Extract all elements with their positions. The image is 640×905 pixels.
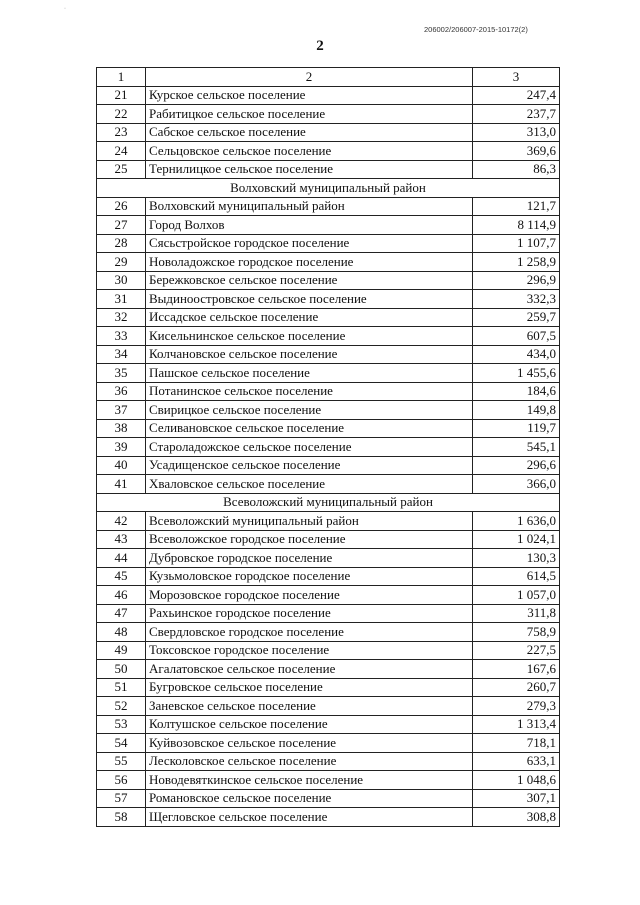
row-number: 31	[97, 290, 146, 309]
row-number: 28	[97, 234, 146, 253]
row-value: 86,3	[473, 160, 560, 179]
row-number: 25	[97, 160, 146, 179]
row-value: 434,0	[473, 345, 560, 364]
row-value: 237,7	[473, 105, 560, 124]
table-row	[97, 419, 560, 438]
settlement-name: Колчановское сельское поселение	[146, 345, 473, 364]
table-row	[97, 586, 560, 605]
row-number: 35	[97, 364, 146, 383]
settlement-name: Токсовское городское поселение	[146, 641, 473, 660]
row-number: 56	[97, 771, 146, 790]
table-row	[97, 364, 560, 383]
settlement-name: Иссадское сельское поселение	[146, 308, 473, 327]
row-value: 296,6	[473, 456, 560, 475]
table-row	[97, 715, 560, 734]
row-number: 29	[97, 253, 146, 272]
table-row	[97, 678, 560, 697]
row-number: 33	[97, 327, 146, 346]
row-value: 1 048,6	[473, 771, 560, 790]
row-value: 614,5	[473, 567, 560, 586]
row-number: 57	[97, 789, 146, 808]
table-row	[97, 216, 560, 235]
settlement-name: Усадищенское сельское поселение	[146, 456, 473, 475]
row-value: 1 107,7	[473, 234, 560, 253]
settlement-name: Пашское сельское поселение	[146, 364, 473, 383]
table-row	[97, 290, 560, 309]
row-value: 758,9	[473, 623, 560, 642]
table-row	[97, 197, 560, 216]
row-value: 259,7	[473, 308, 560, 327]
row-number: 52	[97, 697, 146, 716]
row-number: 50	[97, 660, 146, 679]
row-number: 49	[97, 641, 146, 660]
group-heading: Всеволожский муниципальный район	[97, 493, 560, 512]
table-row	[97, 734, 560, 753]
page-number: 2	[316, 38, 324, 54]
row-number: 43	[97, 530, 146, 549]
table-row	[97, 123, 560, 142]
scan-mark: ·	[64, 6, 66, 12]
row-number: 34	[97, 345, 146, 364]
settlement-name: Потанинское сельское поселение	[146, 382, 473, 401]
row-value: 1 313,4	[473, 715, 560, 734]
table-row	[97, 142, 560, 161]
row-number: 22	[97, 105, 146, 124]
column-header-value: 3	[473, 68, 560, 87]
settlement-name: Выдиноостровское сельское поселение	[146, 290, 473, 309]
row-value: 369,6	[473, 142, 560, 161]
table-row	[97, 86, 560, 105]
settlement-name: Хваловское сельское поселение	[146, 475, 473, 494]
settlement-name: Куйвозовское сельское поселение	[146, 734, 473, 753]
row-value: 247,4	[473, 86, 560, 105]
row-number: 48	[97, 623, 146, 642]
table-row	[97, 327, 560, 346]
settlement-name: Тернилицкое сельское поселение	[146, 160, 473, 179]
table-row	[97, 771, 560, 790]
table-row	[97, 401, 560, 420]
table-row	[97, 697, 560, 716]
row-value: 1 455,6	[473, 364, 560, 383]
row-value: 633,1	[473, 752, 560, 771]
row-number: 37	[97, 401, 146, 420]
table-row	[97, 808, 560, 827]
row-number: 53	[97, 715, 146, 734]
settlement-name: Кузьмоловское городское поселение	[146, 567, 473, 586]
table-row	[97, 160, 560, 179]
row-value: 308,8	[473, 808, 560, 827]
row-number: 39	[97, 438, 146, 457]
group-heading: Волховский муниципальный район	[97, 179, 560, 198]
table-row	[97, 641, 560, 660]
row-number: 36	[97, 382, 146, 401]
row-value: 307,1	[473, 789, 560, 808]
row-value: 1 636,0	[473, 512, 560, 531]
table-row	[97, 438, 560, 457]
row-value: 184,6	[473, 382, 560, 401]
table-row	[97, 660, 560, 679]
row-number: 32	[97, 308, 146, 327]
row-value: 311,8	[473, 604, 560, 623]
row-value: 332,3	[473, 290, 560, 309]
settlement-name: Романовское сельское поселение	[146, 789, 473, 808]
row-number: 30	[97, 271, 146, 290]
table-row	[97, 530, 560, 549]
row-value: 1 024,1	[473, 530, 560, 549]
settlement-name: Бережковское сельское поселение	[146, 271, 473, 290]
row-value: 119,7	[473, 419, 560, 438]
table-row	[97, 789, 560, 808]
settlement-name: Свердловское городское поселение	[146, 623, 473, 642]
row-value: 296,9	[473, 271, 560, 290]
table-header-row	[97, 68, 560, 87]
settlement-name: Всеволожский муниципальный район	[146, 512, 473, 531]
row-number: 23	[97, 123, 146, 142]
table-row	[97, 271, 560, 290]
row-number: 26	[97, 197, 146, 216]
settlement-name: Колтушское сельское поселение	[146, 715, 473, 734]
row-number: 47	[97, 604, 146, 623]
row-number: 38	[97, 419, 146, 438]
settlement-name: Новодевяткинское сельское поселение	[146, 771, 473, 790]
row-value: 227,5	[473, 641, 560, 660]
row-number: 54	[97, 734, 146, 753]
settlement-name: Свирицкое сельское поселение	[146, 401, 473, 420]
settlement-name: Дубровское городское поселение	[146, 549, 473, 568]
row-value: 130,3	[473, 549, 560, 568]
table-row	[97, 512, 560, 531]
table-row	[97, 234, 560, 253]
table-row	[97, 549, 560, 568]
settlement-name: Селивановское сельское поселение	[146, 419, 473, 438]
row-number: 21	[97, 86, 146, 105]
column-header-number: 1	[97, 68, 146, 87]
table-row	[97, 623, 560, 642]
row-number: 51	[97, 678, 146, 697]
row-number: 55	[97, 752, 146, 771]
row-number: 40	[97, 456, 146, 475]
row-value: 8 114,9	[473, 216, 560, 235]
settlement-name: Кисельнинское сельское поселение	[146, 327, 473, 346]
row-value: 545,1	[473, 438, 560, 457]
row-value: 121,7	[473, 197, 560, 216]
row-value: 149,8	[473, 401, 560, 420]
row-value: 313,0	[473, 123, 560, 142]
table-row	[97, 604, 560, 623]
table-row	[97, 345, 560, 364]
row-value: 1 057,0	[473, 586, 560, 605]
table-group-row	[97, 493, 560, 512]
row-number: 27	[97, 216, 146, 235]
row-number: 58	[97, 808, 146, 827]
row-value: 279,3	[473, 697, 560, 716]
table-row	[97, 382, 560, 401]
row-number: 45	[97, 567, 146, 586]
settlement-name: Рахьинское городское поселение	[146, 604, 473, 623]
data-table	[96, 67, 560, 827]
settlement-name: Город Волхов	[146, 216, 473, 235]
settlement-name: Сясьстройское городское поселение	[146, 234, 473, 253]
settlement-name: Рабитицкое сельское поселение	[146, 105, 473, 124]
row-number: 44	[97, 549, 146, 568]
table-row	[97, 308, 560, 327]
row-value: 1 258,9	[473, 253, 560, 272]
column-header-name: 2	[146, 68, 473, 87]
table-row	[97, 253, 560, 272]
row-value: 366,0	[473, 475, 560, 494]
table-row	[97, 752, 560, 771]
settlement-name: Лесколовское сельское поселение	[146, 752, 473, 771]
row-value: 607,5	[473, 327, 560, 346]
table-row	[97, 475, 560, 494]
settlement-name: Новоладожское городское поселение	[146, 253, 473, 272]
row-number: 42	[97, 512, 146, 531]
row-value: 167,6	[473, 660, 560, 679]
row-number: 41	[97, 475, 146, 494]
row-number: 24	[97, 142, 146, 161]
settlement-name: Морозовское городское поселение	[146, 586, 473, 605]
table-row	[97, 456, 560, 475]
settlement-name: Курское сельское поселение	[146, 86, 473, 105]
table-group-row	[97, 179, 560, 198]
settlement-name: Щегловское сельское поселение	[146, 808, 473, 827]
settlement-name: Бугровское сельское поселение	[146, 678, 473, 697]
settlement-name: Староладожское сельское поселение	[146, 438, 473, 457]
row-value: 718,1	[473, 734, 560, 753]
settlement-name: Сельцовское сельское поселение	[146, 142, 473, 161]
row-number: 46	[97, 586, 146, 605]
settlement-name: Заневское сельское поселение	[146, 697, 473, 716]
document-id: 206002/206007-2015-10172(2)	[424, 25, 528, 34]
settlement-name: Агалатовское сельское поселение	[146, 660, 473, 679]
settlement-name: Сабское сельское поселение	[146, 123, 473, 142]
settlement-name: Всеволожское городское поселение	[146, 530, 473, 549]
table-row	[97, 105, 560, 124]
table-row	[97, 567, 560, 586]
table-body	[97, 86, 560, 826]
settlement-name: Волховский муниципальный район	[146, 197, 473, 216]
row-value: 260,7	[473, 678, 560, 697]
